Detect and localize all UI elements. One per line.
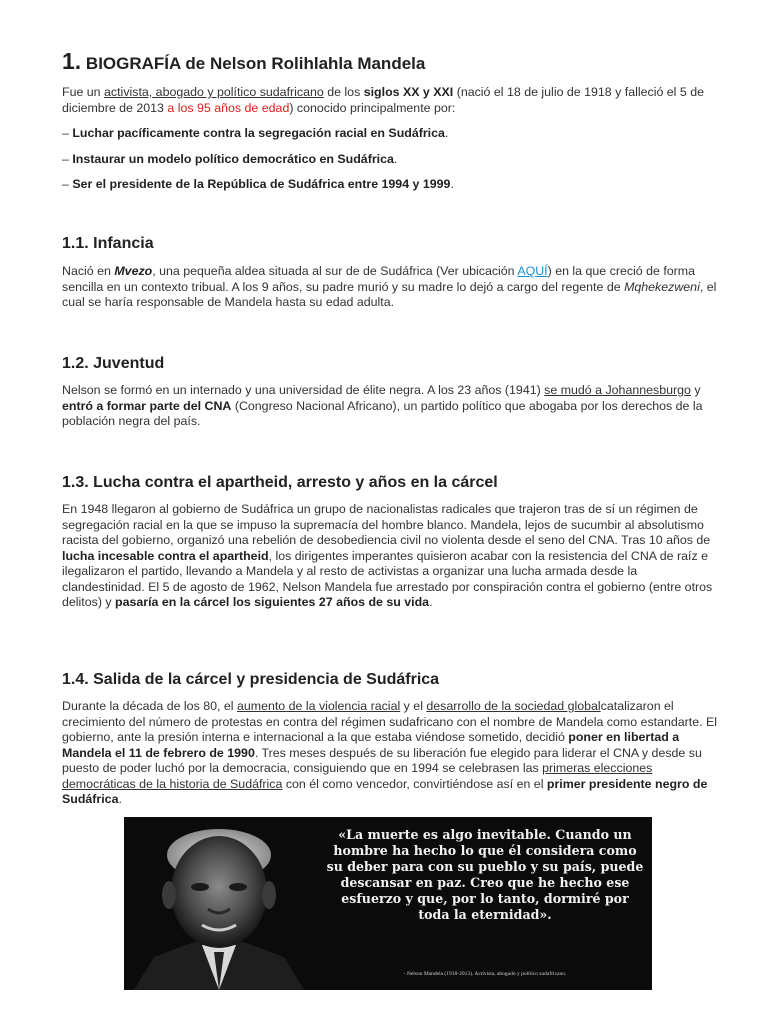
place-mvezo: Mvezo [114,264,153,278]
quote-text: «La muerte es algo inevitable. Cuando un hombre ha hecho lo que él considera como su deber para con su pueblo y su país, puede descansar en paz. Creo que he hecho ese esfuerzo y que, por lo tanto, dormiré por toda la eternidad». [326,827,644,923]
section-heading: 1.1. Infancia [62,235,154,252]
intro-red-age: a los 95 años de edad [167,100,290,115]
bullet-dash: – [62,126,73,140]
title-number: 1. [62,48,82,74]
intro-bold-siglos: siglos XX y XXI [363,85,454,99]
bold-presidente: primer presidente negro de Sudáfrica [62,776,708,806]
sociedad-global-link[interactable]: desarrollo de la sociedad global [426,699,601,713]
bullet-end: . [444,126,449,140]
bullet-text: Ser el presidente de la República de Sudáfrica entre 1994 y 1999 [72,177,451,191]
list-item [62,126,722,142]
johannesburgo-link[interactable]: se mudó a Johannesburgo [544,383,691,397]
mandela-portrait [124,817,314,990]
text: , una pequeña aldea situada al sur de de Sudáfrica (Ver ubicación [152,264,518,278]
text: , los dirigentes imperantes quisieron acabar con la resistencia del CNA de raíz e ilegalizaron el partido, llevando a Mandela y al resto de activistas a organizar una lucha armada desde la clandestinidad. El 5 de agosto de 1962, Nelson Mandela fue arrestado por conspiración contra el gobierno (entre otros delitos) y [62,548,713,609]
text: con él como vencedor, convirtiéndose así en el [282,776,547,791]
intro-text: Fue un [62,85,105,99]
place-mqhekezweni: Mqhekezweni [624,279,700,294]
intro-link-activista[interactable]: activista, abogado y político sudafricano [104,85,324,99]
intro-text: (nació el 18 de julio de 1918 y falleció el 5 de diciembre de 2013 [62,85,704,115]
bullet-end: . [450,177,454,191]
violencia-link[interactable]: aumento de la violencia racial [236,699,401,713]
text: En 1948 llegaron al gobierno de Sudáfrica un grupo de nacionalistas radicales que trajeron tras de sí un régimen de segregación racial en la que se impuso la supremacía del hombre blanco. Mandela, lejos de sucumbir al absolutismo racista del gobierno, organizó una rebelión de desobediencia civil no violenta desde el seno del CNA. Tras 10 años de [62,502,711,547]
section-paragraph [62,699,722,808]
text: Nelson se formó en un internado y una universidad de élite negra. A los 23 años (1941) [62,383,545,397]
ubicacion-link[interactable]: AQUÍ [517,264,548,278]
text: . Tres meses después de su liberación fue elegido para liderar el CNA y desde su puesto de poder luchó por la democracia, consiguiendo que en 1994 se celebrasen las [62,745,702,775]
page-title [62,48,722,77]
elecciones-link[interactable]: primeras elecciones democráticas de la historia de Sudáfrica [62,761,653,791]
text: . [118,792,122,806]
section-heading: 1.4. Salida de la cárcel y presidencia de Sudáfrica [62,671,440,688]
section-infancia [62,234,722,311]
quote-citation: - Nelson Mandela (1918-2013). Activista, abogado y político sudafricano. [403,971,567,977]
quote-image [124,817,652,990]
section-juventud [62,354,722,430]
document-body [62,48,722,193]
text: Durante la década de los 80, el [62,699,237,713]
intro-text: ) conocido principalmente por: [289,100,456,115]
text: (Congreso Nacional Africano), un partido político que abogaba por los derechos de la población negra del país. [62,398,703,428]
list-item [62,152,722,168]
list-item [62,177,722,193]
bold-libertad: poner en libertad a Mandela el 11 de febrero de 1990 [62,730,680,760]
intro-paragraph [62,85,722,116]
section-paragraph [62,383,722,430]
bullet-end: . [393,151,398,166]
bullet-text: Luchar pacíficamente contra la segregación racial en Sudáfrica [72,126,445,140]
bullet-dash: – [62,177,73,191]
bold-cna: entró a formar parte del CNA [62,398,232,413]
section-heading: 1.2. Juventud [62,355,165,372]
text: ) en la que creció de forma sencilla en un contexto tribual. A los 9 años, su padre murió y su madre lo dejó a cargo del regente de [62,264,696,294]
text: y [690,383,701,397]
bold-lucha: lucha incesable contra el apartheid [62,548,269,563]
section-apartheid [62,473,722,611]
bullet-text: Instaurar un modelo político democrático en Sudáfrica [72,151,394,166]
text: y el [400,699,427,713]
bold-carcel: pasaría en la cárcel los siguientes 27 años de su vida [115,595,430,609]
bullet-dash: – [62,151,73,166]
section-heading: 1.3. Lucha contra el apartheid, arresto y años en la cárcel [62,474,498,491]
text: . [429,595,433,609]
intro-text: de los [323,85,364,99]
section-presidencia [62,670,722,808]
title-text: BIOGRAFÍA de Nelson Rolihlahla Mandela [85,54,426,73]
text: catalizaron el crecimiento del número de protestas en contra del régimen sudafricano con el nombre de Mandela como estandarte. El gobierno, ante la presión interna e internacional a la que estaba viéndose sometido, decidió [62,699,718,744]
section-paragraph [62,264,722,311]
text: Nació en [62,264,115,278]
section-paragraph [62,502,722,611]
text: , el cual se haría responsable de Mandela hasta su edad adulta. [62,279,717,309]
